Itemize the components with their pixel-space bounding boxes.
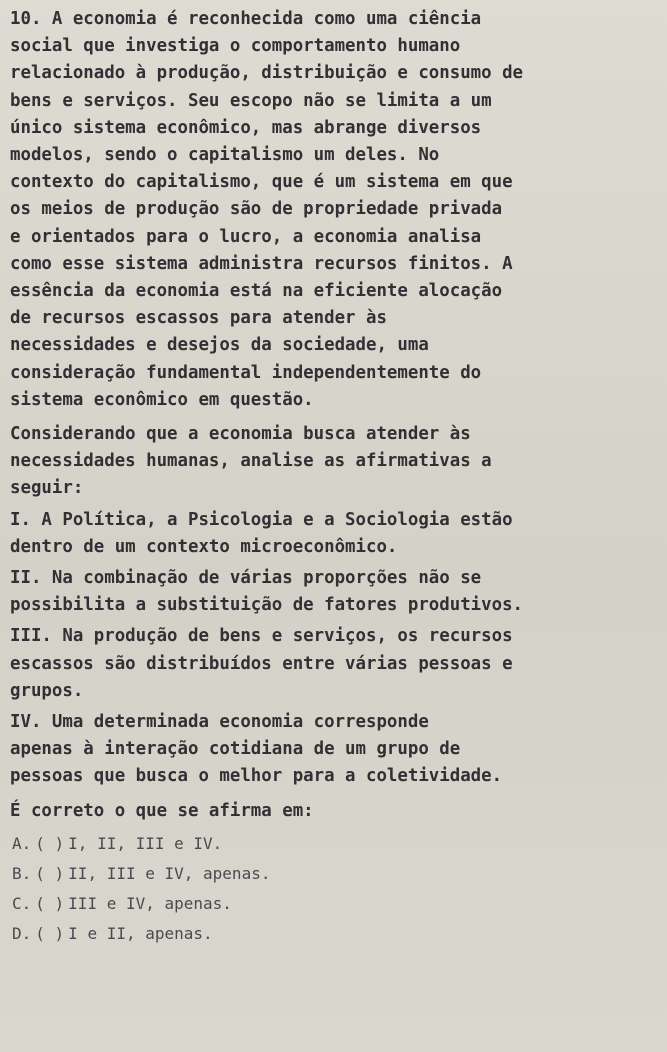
option-text: III e IV, apenas.	[68, 893, 232, 913]
text-line: os meios de produção são de propriedade privada	[10, 199, 503, 220]
text-line: consideração fundamental independentemente do	[10, 362, 482, 383]
text-line: de recursos escassos para atender às	[10, 308, 387, 329]
answer-options	[10, 829, 655, 949]
option-text: II, III e IV, apenas.	[68, 863, 271, 883]
intro-paragraph	[10, 6, 655, 414]
option-letter: D.	[12, 923, 32, 943]
statement-iii	[10, 623, 655, 705]
option-c[interactable]	[10, 889, 655, 919]
text-line: apenas à interação cotidiana de um grupo de	[10, 739, 461, 760]
text-line: seguir:	[10, 478, 84, 499]
option-text: I e II, apenas.	[68, 923, 213, 943]
text-line: 10. A economia é reconhecida como uma ciência	[10, 9, 482, 29]
text-line: social que investiga o comportamento humano	[10, 36, 461, 57]
text-line: Considerando que a economia busca atender às	[10, 424, 471, 445]
instruction-paragraph	[10, 421, 655, 503]
answer-checkbox[interactable]: ( )	[35, 923, 65, 943]
text-line: como esse sistema administra recursos finitos. A	[10, 253, 513, 274]
text-line: I. A Política, a Psicologia e a Sociologia estão	[10, 509, 513, 530]
text-line: modelos, sendo o capitalismo um deles. No	[10, 145, 440, 166]
option-text: I, II, III e IV.	[68, 833, 223, 853]
text-line: necessidades e desejos da sociedade, uma	[10, 335, 429, 356]
text-line: escassos são distribuídos entre várias pessoas e	[10, 653, 513, 674]
text-line: bens e serviços. Seu escopo não se limita a um	[10, 90, 492, 111]
option-letter: B.	[12, 863, 32, 883]
text-line: possibilita a substituição de fatores produtivos.	[10, 595, 524, 616]
text-line: e orientados para o lucro, a economia analisa	[10, 226, 482, 247]
text-line: grupos.	[10, 680, 84, 701]
answer-checkbox[interactable]: ( )	[35, 833, 65, 853]
text-line: sistema econômico em questão.	[10, 389, 314, 410]
answer-checkbox[interactable]: ( )	[35, 863, 65, 883]
statement-i	[10, 507, 655, 561]
option-d[interactable]	[10, 919, 655, 949]
text-line: III. Na produção de bens e serviços, os recursos	[10, 626, 513, 647]
option-a[interactable]	[10, 829, 655, 859]
question-page	[10, 6, 655, 949]
text-line: dentro de um contexto microeconômico.	[10, 536, 398, 557]
statement-iv	[10, 709, 655, 791]
text-line: necessidades humanas, analise as afirmativas a	[10, 451, 492, 472]
text-line: contexto do capitalismo, que é um sistema em que	[10, 172, 513, 193]
text-line: único sistema econômico, mas abrange diversos	[10, 117, 482, 138]
option-letter: C.	[12, 893, 32, 913]
text-line: IV. Uma determinada economia corresponde	[10, 712, 429, 733]
option-b[interactable]	[10, 859, 655, 889]
answer-prompt: É correto o que se afirma em:	[10, 800, 314, 821]
text-line: pessoas que busca o melhor para a coletividade.	[10, 766, 503, 787]
option-letter: A.	[12, 833, 32, 853]
text-line: essência da economia está na eficiente alocação	[10, 281, 503, 302]
answer-checkbox[interactable]: ( )	[35, 893, 65, 913]
text-line: relacionado à produção, distribuição e consumo de	[10, 63, 524, 84]
statement-ii	[10, 565, 655, 619]
text-line: II. Na combinação de várias proporções não se	[10, 568, 482, 589]
